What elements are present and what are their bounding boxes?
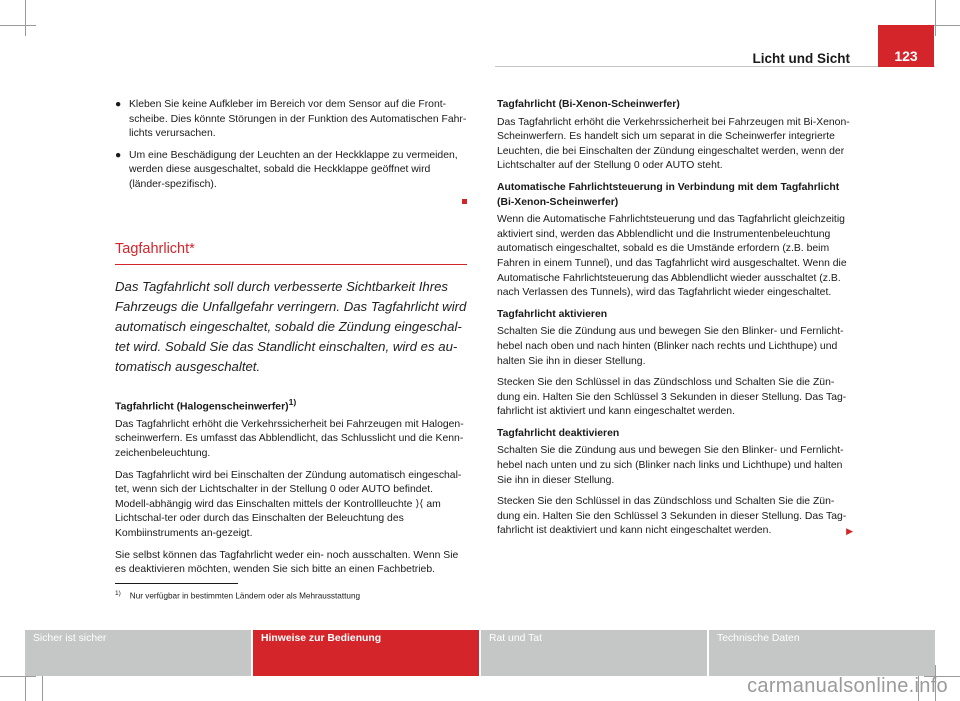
footnote-rule [115, 583, 238, 584]
header-rule [495, 66, 935, 67]
paragraph: Sie selbst können das Tagfahrlicht weder ein- noch ausschalten. Wenn Sie es deaktivieren möchten, wenden Sie sich bitte an einen Fachbetrieb. [115, 549, 459, 576]
crop-mark [25, 0, 26, 36]
list-item [115, 98, 467, 142]
paragraph: Schalten Sie die Zündung aus und bewegen Sie den Blinker- und Fernlicht-hebel nach oben und nach hinten (Blinker nach rechts und Lichthupe) und halten Sie ihn in dieser Stellung. [497, 326, 844, 367]
paragraph: Schalten Sie die Zündung aus und bewegen Sie den Blinker- und Fernlicht-hebel nach unten und zu sich (Blinker nach links und Lichthupe) und halten Sie ihn in dieser Stellung. [497, 445, 844, 486]
paragraph: Stecken Sie den Schlüssel in das Zündschloss und Schalten Sie die Zün-dung ein. Halten Sie den Schlüssel 3 Sekunden in dieser Stellung. Das Tag-fahrlicht ist aktiviert und kann eingeschaltet werden. [497, 377, 847, 418]
intro-text: Das Tagfahrlicht soll durch verbesserte Sichtbarkeit Ihres Fahrzeugs die Unfallgefahr verringern. Das Tagfahrlicht wird automatisch eingeschaltet, sobald die Zündung eingeschal-tet wird. Sobald Sie das Standlicht einschalten, wird es au-tomatisch ausgeschaltet. [115, 278, 467, 374]
paragraph: Das Tagfahrlicht erhöht die Verkehrssicherheit bei Fahrzeugen mit Halogen-scheinwerfern. Es umfasst das Abblendlicht, das Schlusslicht und die Kenn-zeichenbeleuchtung. [115, 418, 464, 459]
footer-nav [25, 630, 935, 676]
paragraph: Wenn die Automatische Fahrlichtsteuerung und das Tagfahrlicht gleichzeitig aktiviert sind, werden das Abblendlicht und die Instrumentenbeleuchtung automatisch eingeschaltet, sobald es die Umstände erfordern (z.B. beim Fahren in einem Tunnel), und das Tagfahrlicht wird ausgeschaltet. Wenn die Automatische Fahrlichtsteuerung das Abblendlicht wieder ausschaltet (z.B. nach Verlassen des Tunnels), wird das Tagfahrlicht wieder eingeschaltet. [497, 214, 847, 299]
end-square-icon [462, 199, 467, 204]
bullet-text: Kleben Sie keine Aufkleber im Bereich vor dem Sensor auf die Front-scheibe. Dies könnte Störungen in der Funktion des Automatischen Fahr-lichts verursachen. [129, 99, 467, 140]
footnote-mark: 1) [115, 590, 121, 597]
right-column [497, 98, 853, 546]
subheading-activate: Tagfahrlicht aktivieren [497, 308, 608, 320]
footnote-text: Nur verfügbar in bestimmten Ländern oder als Mehrausstattung [129, 591, 361, 601]
paragraph-last [497, 495, 853, 539]
bullet-icon: ● [115, 149, 122, 161]
page-number-box [878, 25, 934, 67]
subheading-auto: Automatische Fahrlichtsteuerung in Verbindung mit dem Tagfahrlicht (Bi-Xenon-Scheinwerfer) [497, 181, 840, 208]
subheading-text: Tagfahrlicht (Halogenscheinwerfer) [115, 401, 289, 413]
paragraph-text: Stecken Sie den Schlüssel in das Zündschloss und Schalten Sie die Zün-dung ein. Halten Sie den Schlüssel 3 Sekunden in dieser Stellung. Das Tag-fahrlicht ist deaktiviert und kann nicht eingeschaltet werden. [497, 496, 847, 537]
tab-rat-und-tat[interactable]: Rat und Tat [481, 630, 707, 676]
section-heading: Tagfahrlicht* [115, 242, 467, 265]
crop-mark [935, 0, 936, 36]
footnote [115, 590, 360, 601]
bullet-icon: ● [115, 99, 122, 110]
tab-sicher-ist-sicher[interactable]: Sicher ist sicher [25, 630, 251, 676]
footnote-ref: 1) [288, 396, 297, 407]
crop-mark [0, 676, 36, 677]
subheading-halogen [115, 395, 467, 415]
watermark: carmanualsonline.info [747, 675, 948, 697]
end-marker-wrap [115, 195, 467, 210]
tab-technische-daten[interactable]: Technische Daten [709, 630, 935, 676]
list-item [115, 149, 467, 193]
subheading-deactivate: Tagfahrlicht deaktivieren [497, 427, 620, 439]
paragraph: Das Tagfahrlicht erhöht die Verkehrssicherheit bei Fahrzeugen mit Bi-Xenon-Scheinwerfern. Es handelt sich um separat in die Scheinwerfer integrierte Leuchten, die bei Einschalten der Zündung eingeschaltet werden, wenn der Lichtschalter auf der Stellung 0 oder AUTO steht. [497, 116, 850, 172]
tab-hinweise-zur-bedienung[interactable]: Hinweise zur Bedienung [253, 630, 479, 676]
page-title: Licht und Sicht [752, 51, 850, 66]
paragraph: Das Tagfahrlicht wird bei Einschalten der Zündung automatisch eingeschal-tet, wenn sich der Lichtschalter in der Stellung 0 oder AUTO befindet. Modell-abhängig wird das Einschalten mittels der Kontrollleuchte ⟩⟨ am Lichtschal-ter oder durch das Einschalten der Beleuchtung des Kombiinstruments an-gezeigt. [115, 469, 462, 539]
crop-mark [0, 25, 36, 26]
page-number: 123 [894, 48, 918, 64]
left-column [115, 98, 467, 585]
crop-mark [42, 676, 43, 701]
bullet-text: Um eine Beschädigung der Leuchten an der Heckklappe zu vermeiden, werden diese ausgeschaltet, sobald die Heckklappe geöffnet wird (länder-spezifisch). [129, 149, 458, 190]
subheading-bixenon: Tagfahrlicht (Bi-Xenon-Scheinwerfer) [497, 99, 680, 110]
continue-arrow-icon: ▶ [846, 526, 853, 537]
